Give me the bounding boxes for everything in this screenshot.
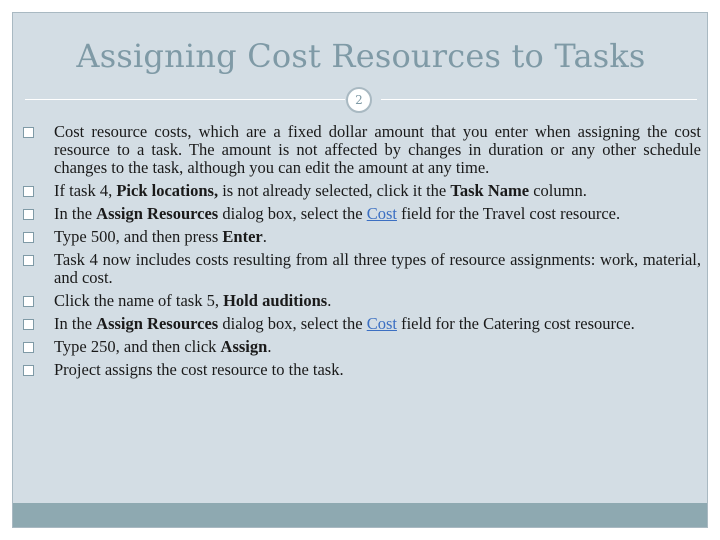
bullet-text: Project assigns the cost resource to the task. [54,360,344,379]
bullet-text: . [267,337,272,356]
square-bullet-icon [23,127,34,138]
slide-title: Assigning Cost Resources to Tasks [76,37,646,75]
bullet-item [23,228,701,246]
bullet-item [23,292,701,310]
bullet-item [23,182,701,200]
bullet-text: If task 4, [54,181,117,200]
bullet-text: Task 4 now includes costs resulting from all three types of resource assignments: work, material, and cost. [54,250,701,287]
title-divider-left [25,99,345,100]
bullet-text: In the [54,204,97,223]
bullet-item [23,361,701,379]
bullet-text: dialog box, select the [218,314,367,333]
bullet-text: Type 250, and then click [54,337,221,356]
square-bullet-icon [23,342,34,353]
bullet-item [23,123,701,177]
square-bullet-icon [23,209,34,220]
square-bullet-icon [23,255,34,266]
bullet-text: . [262,227,267,246]
square-bullet-icon [23,296,34,307]
bullet-list [23,123,701,384]
bullet-item [23,338,701,356]
cost-field-link[interactable]: Cost [366,314,397,333]
bullet-text: Cost resource costs, which are a fixed dollar amount that you enter when assigning the cost resource to a task. The amount is not affected by changes in duration or any other schedule changes to the task, although you can edit the amount at any time. [54,122,701,177]
bullet-item [23,251,701,287]
bold-text: Task Name [450,181,530,200]
footer-bar [13,503,708,528]
bullet-text: Click the name of task 5, [54,291,224,310]
bullet-item [23,205,701,223]
bullet-text: dialog box, select the [218,204,367,223]
bold-text: Assign Resources [96,314,219,333]
bullet-item [23,315,701,333]
bullet-text: Type 500, and then press [54,227,223,246]
square-bullet-icon [23,232,34,243]
bold-text: Hold auditions [223,291,328,310]
title-divider-right [381,99,697,100]
bullet-text: column. [529,181,587,200]
bullet-text: In the [54,314,97,333]
bullet-text: field for the Travel cost resource. [396,204,621,223]
cost-field-link[interactable]: Cost [366,204,397,223]
square-bullet-icon [23,365,34,376]
bold-text: Assign Resources [96,204,219,223]
square-bullet-icon [23,319,34,330]
bold-text: Pick locations, [116,181,219,200]
page-number-badge: 2 [346,87,372,113]
slide [12,12,708,528]
square-bullet-icon [23,186,34,197]
bullet-text: is not already selected, click it the [218,181,451,200]
bullet-text: field for the Catering cost resource. [396,314,635,333]
bullet-text: . [327,291,332,310]
bold-text: Assign [220,337,268,356]
bold-text: Enter [222,227,263,246]
